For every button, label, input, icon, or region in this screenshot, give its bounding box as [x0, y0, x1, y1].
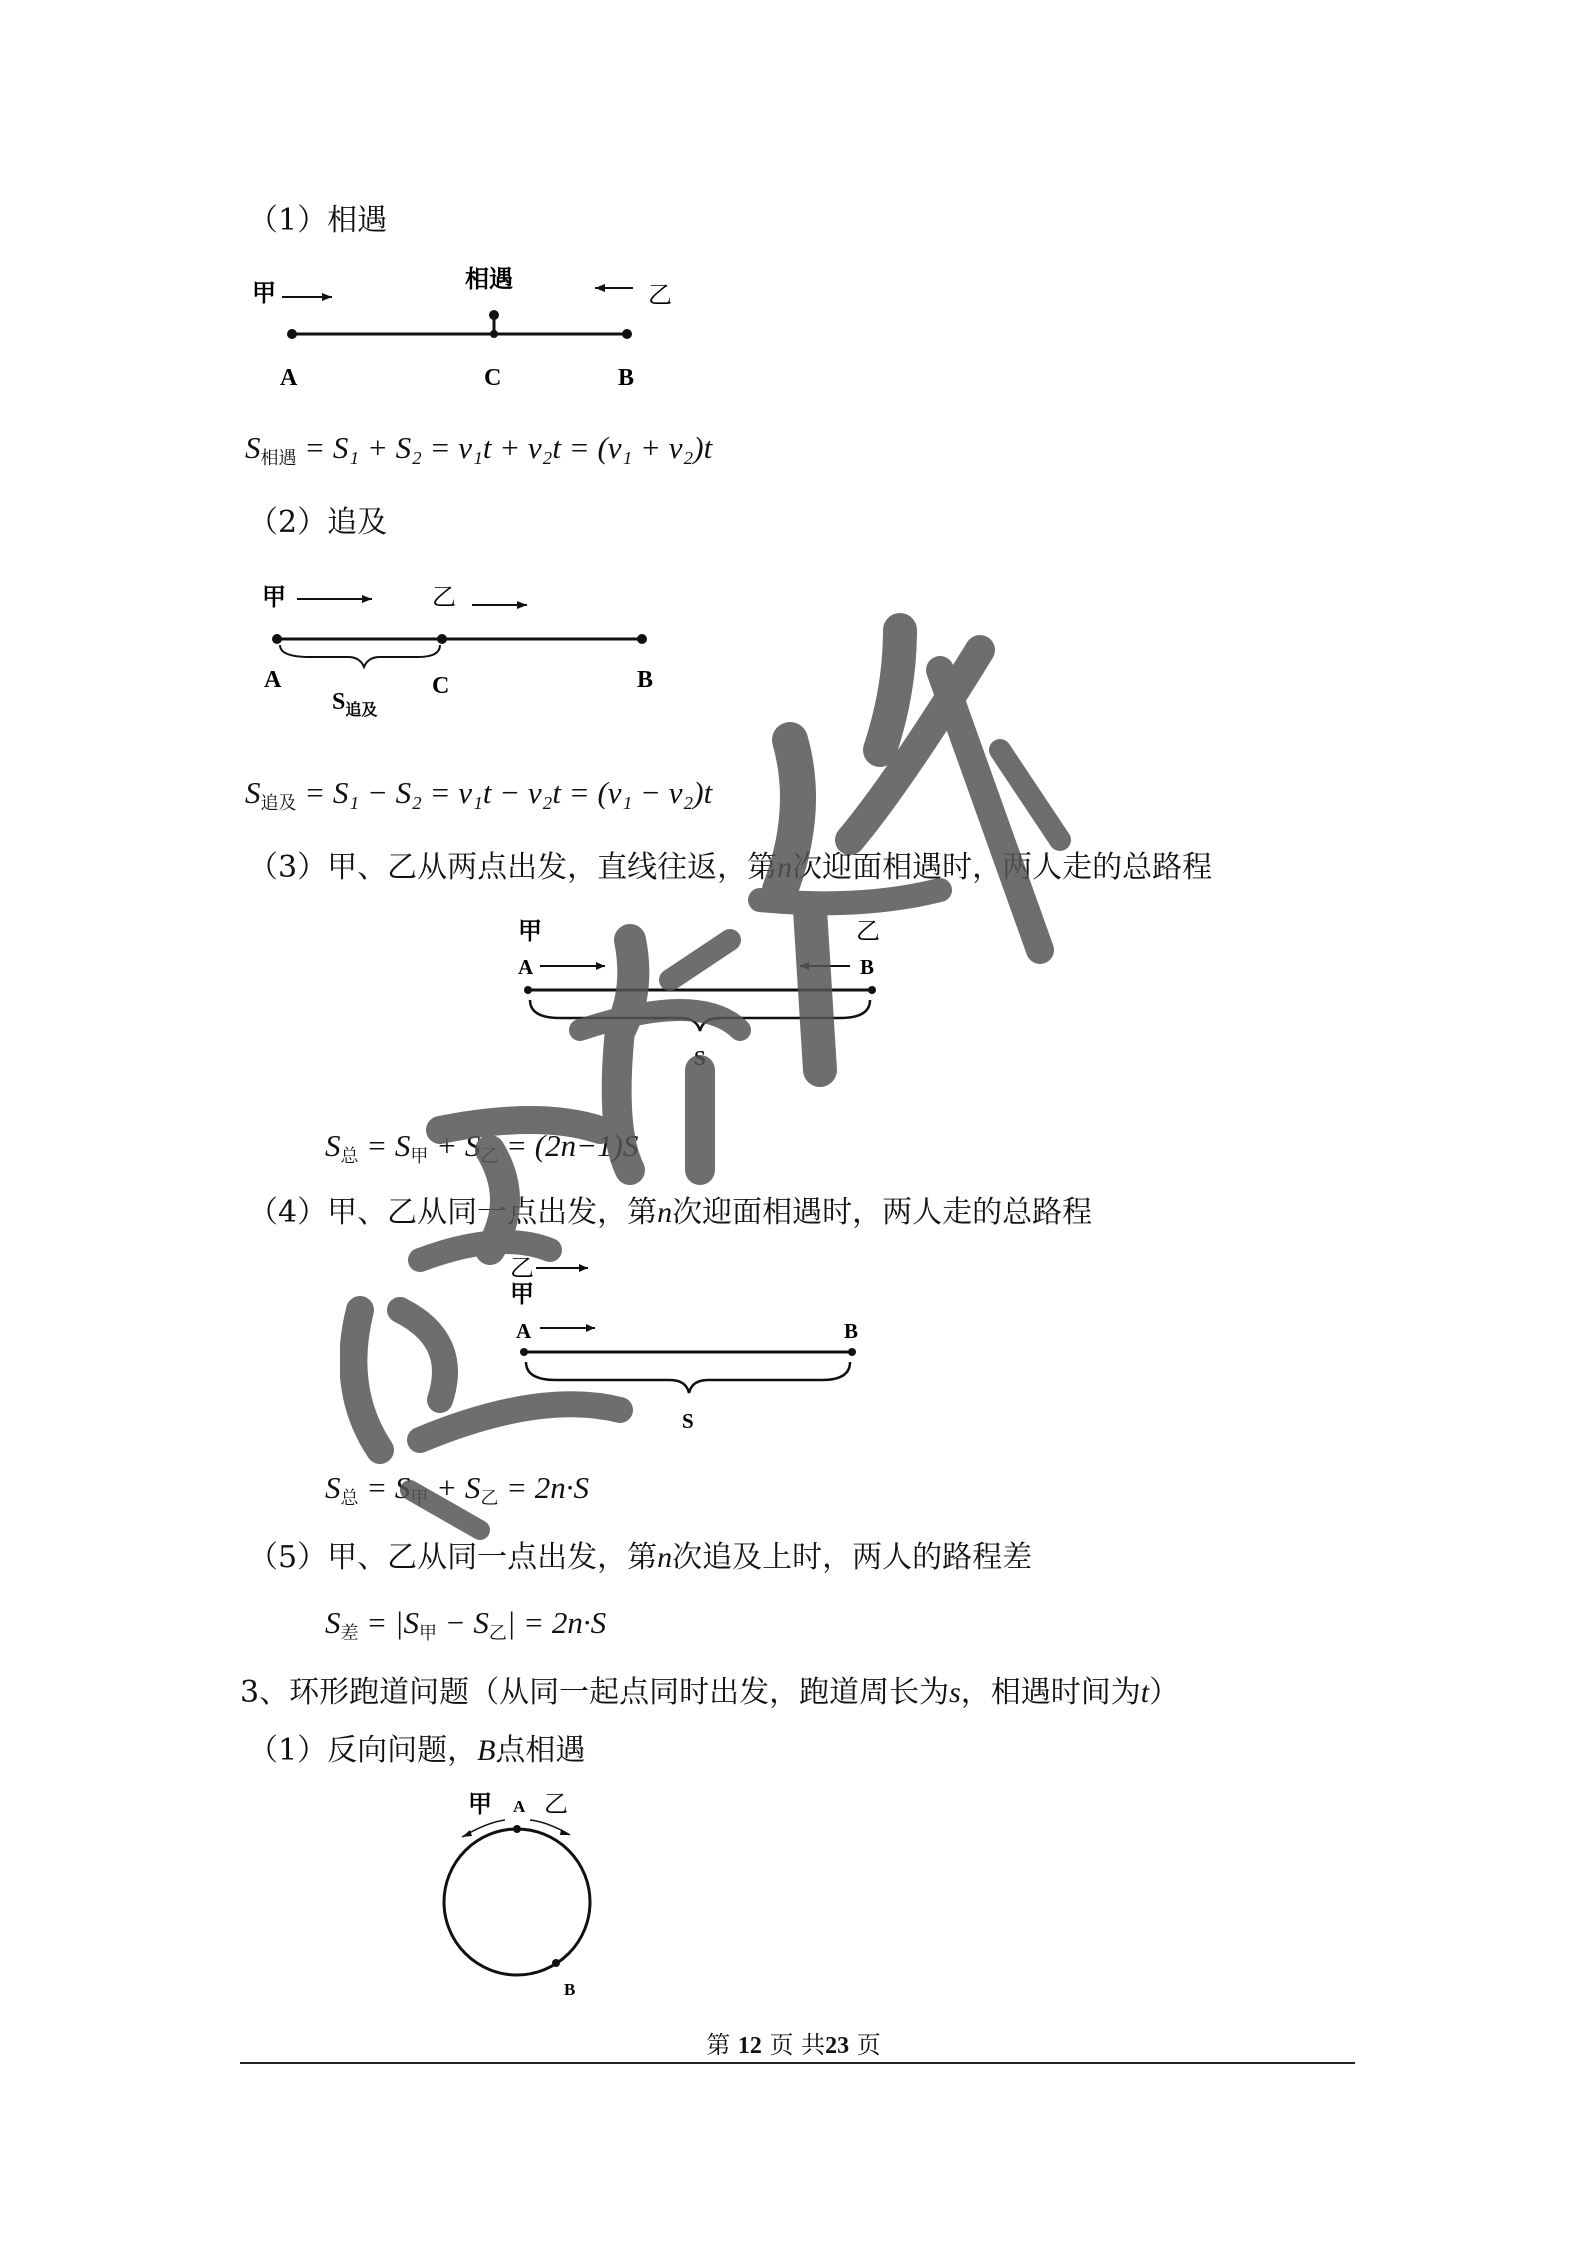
point-a: A [518, 955, 534, 979]
calligraphy-watermark [340, 610, 1320, 1550]
point-a: A [264, 667, 282, 693]
point-b: B [844, 1319, 859, 1343]
label-jia: 甲 [518, 917, 542, 945]
distance-s: S [682, 1409, 694, 1433]
point-c: C [432, 673, 450, 699]
label-jia: 甲 [510, 1280, 534, 1308]
label-yi: 乙 [432, 583, 456, 611]
section-title-chase: （2）追及 [248, 505, 388, 540]
point-a: A [513, 1797, 526, 1816]
chase-distance-label: $S_{追及}$ [332, 689, 378, 719]
total-pages: 23 [825, 2033, 850, 2059]
point-a: A [516, 1319, 532, 1343]
label-yi: 乙 [544, 1790, 568, 1818]
circular-track-diagram [420, 1790, 640, 2010]
point-b: B [618, 365, 635, 391]
page-footer: 第 12 页 共23 页 [706, 2031, 881, 2059]
point-b: B [564, 1980, 576, 1999]
label-meet: 相遇 [465, 265, 513, 293]
label-jia: 甲 [252, 279, 276, 307]
point-c: C [484, 365, 502, 391]
section-title-chase-diff: （5）甲、乙从同一点出发，第n次追及上时，两人的路程差 [248, 1540, 1033, 1575]
current-page-number: 12 [737, 2033, 762, 2059]
footer-divider [240, 2062, 1355, 2064]
label-jia: 甲 [468, 1790, 492, 1818]
distance-difference-formula: $S_差 = |S_甲 - S_乙| = 2n\cdot S$ [325, 1605, 607, 1643]
point-a: A [280, 365, 298, 391]
section-title-two-points: （3）甲、乙从两点出发，直线往返，第n次迎面相遇时，两人走的总路程 [248, 850, 1213, 885]
point-b: B [860, 955, 875, 979]
distance-s: S [694, 1046, 706, 1070]
label-yi: 乙 [856, 917, 880, 945]
label-yi: 乙 [648, 281, 672, 309]
meeting-formula: $S_{相遇} = S_1 + S_2 = v_1t + v_2t = (v_1 + v_2)t$ [245, 430, 713, 468]
section-title-meeting: （1）相遇 [248, 203, 388, 238]
point-b: B [637, 667, 654, 693]
total-distance-formula-2: $S_总 = S_甲 + S_乙 = 2n\cdot S$ [325, 1470, 590, 1508]
label-yi: 乙 [510, 1254, 534, 1282]
section-title-same-point: （4）甲、乙从同一点出发，第n次迎面相遇时，两人走的总路程 [248, 1195, 1093, 1230]
chase-formula: $S_{追及} = S_1 - S_2 = v_1t - v_2t = (v_1 - v_2)t$ [245, 775, 713, 813]
meeting-diagram [240, 255, 700, 405]
subsection-opposite-direction: （1）反向问题，B点相遇 [248, 1733, 586, 1768]
section-title-circular-track: 3、环形跑道问题（从同一起点同时出发，跑道周长为s，相遇时间为t） [240, 1675, 1180, 1710]
total-distance-formula-1: $S_总 = S_甲 + S_乙 = (2n-1)S$ [325, 1128, 639, 1166]
label-jia: 甲 [262, 583, 286, 611]
